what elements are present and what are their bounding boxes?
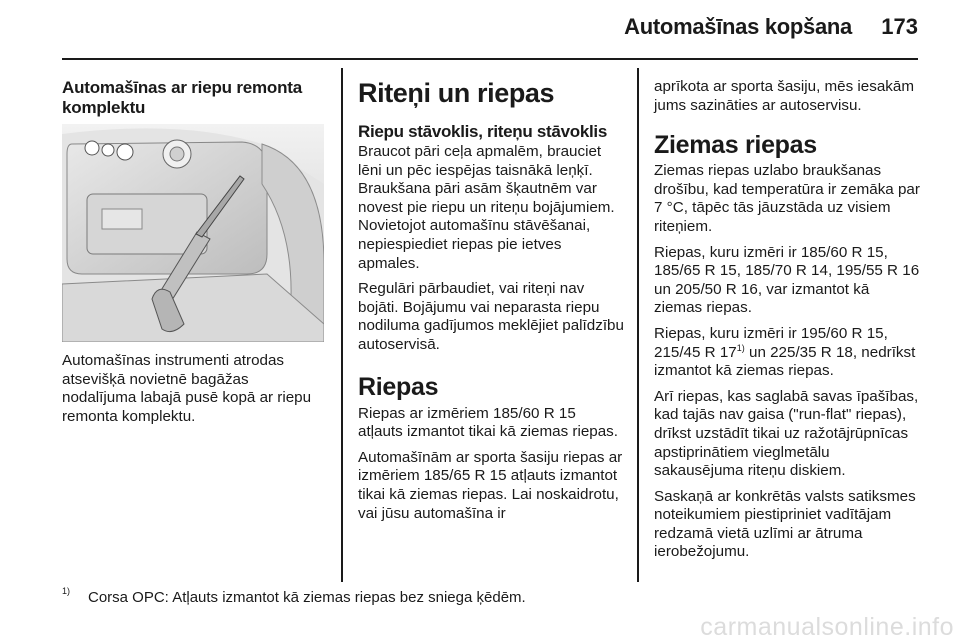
paragraph-tire-size: Riepas ar izmēriem 185/60 R 15 atļauts izmantot tikai kā ziemas riepas. [358, 404, 618, 441]
figure-caption [62, 352, 324, 433]
paragraph-continued: aprīkota ar sporta šasiju, mēs iesakām jums sazināties ar autoservisu. [654, 78, 914, 114]
subheading-tires: Riepas [358, 372, 439, 401]
paragraph-winter-safety: Ziemas riepas uzlabo braukšanas drošību, kad temperatūra ir zemāka par 7 °C, tāpēc tās jāuzstāda uz visiem riteņiem. [654, 162, 920, 235]
subheading-tire-condition: Riepu stāvoklis, riteņu stāvoklis [358, 122, 607, 141]
footnote-text: Corsa OPC: Atļauts izmantot kā ziemas riepas bez sniega ķēdēm. [88, 589, 526, 606]
forbidden-sizes-text-b: un 225/35 R 18, nedrīkst izmantot kā ziemas riepas. [654, 343, 916, 380]
section-heading-repair-kit: Automašīnas ar riepu remonta komplektu [62, 78, 303, 117]
footnote-reference: 1) [736, 342, 745, 353]
running-header-title: Automašīnas kopšana [624, 14, 852, 39]
footnote-mark: 1) [62, 586, 71, 596]
column-divider-2 [637, 68, 639, 582]
paragraph-speed-sticker: Saskaņā ar konkrētās valsts satiksmes noteikumiem piestipriniet vadītājam redzamā vietā uzlīmi ar ātruma ierobežojumu. [654, 487, 916, 561]
forbidden-sizes-text-a: Riepas, kuru izmēri ir 195/60 R 15, 215/45 R 17 [654, 324, 888, 361]
paragraph-allowed-sizes: Riepas, kuru izmēri ir 185/60 R 15, 185/65 R 15, 185/70 R 14, 195/55 R 16 un 205/50 R 16, var izmantot kā ziemas riepas. [654, 243, 920, 317]
paragraph-run-flat: Arī riepas, kas saglabā savas īpašības, kad tajās nav gaisa ("run-flat" riepas), drīkst uzstādīt tikai uz ražotājrūpnīcas apstiprinātiem vieglmetālu sakausējuma riteņu diskiem. [654, 387, 919, 480]
caption-text: Automašīnas instrumenti atrodas atsevišķā novietnē bagāžas nodalījuma labajā pusē kopā ar riepu remonta komplektu. [62, 352, 312, 425]
subheading-winter-tires: Ziemas riepas [654, 131, 817, 160]
paragraph-check-wheels: Regulāri pārbaudiet, vai riteņi nav bojāti. Bojājumu vai neparasta riepu nodiluma gadījumos meklējiet palīdzību autoservisā. [358, 280, 624, 353]
illustration-svg [62, 124, 324, 342]
page-number: 173 [881, 14, 918, 39]
column-1 [62, 78, 324, 124]
paragraph-forbidden-sizes [654, 325, 920, 381]
column-2 [358, 78, 624, 530]
column-divider-1 [341, 68, 343, 582]
paragraph-curbs: Braucot pāri ceļa apmalēm, brauciet lēni un pēc iespējas taisnākā leņķī. Braukšana pāri asām šķautnēm var novest pie riepu un riteņu bojājumiem. Novietojot automašīnu stāvēšanai, nepiespiediet riepas pie ietves apmales. [358, 143, 615, 272]
column-3 [654, 78, 920, 569]
header-rule [62, 58, 918, 60]
paragraph-sport-chassis: Automašīnām ar sporta šasiju riepas ar izmēriem 185/65 R 15 atļauts izmantot tikai kā ziemas riepas. Lai noskaidrotu, vai jūsu automašīna ir [358, 448, 623, 522]
chapter-title: Riteņi un riepas [358, 78, 555, 108]
watermark: carmanualsonline.info [700, 613, 954, 641]
trunk-tire-repair-kit-illustration [62, 124, 324, 342]
